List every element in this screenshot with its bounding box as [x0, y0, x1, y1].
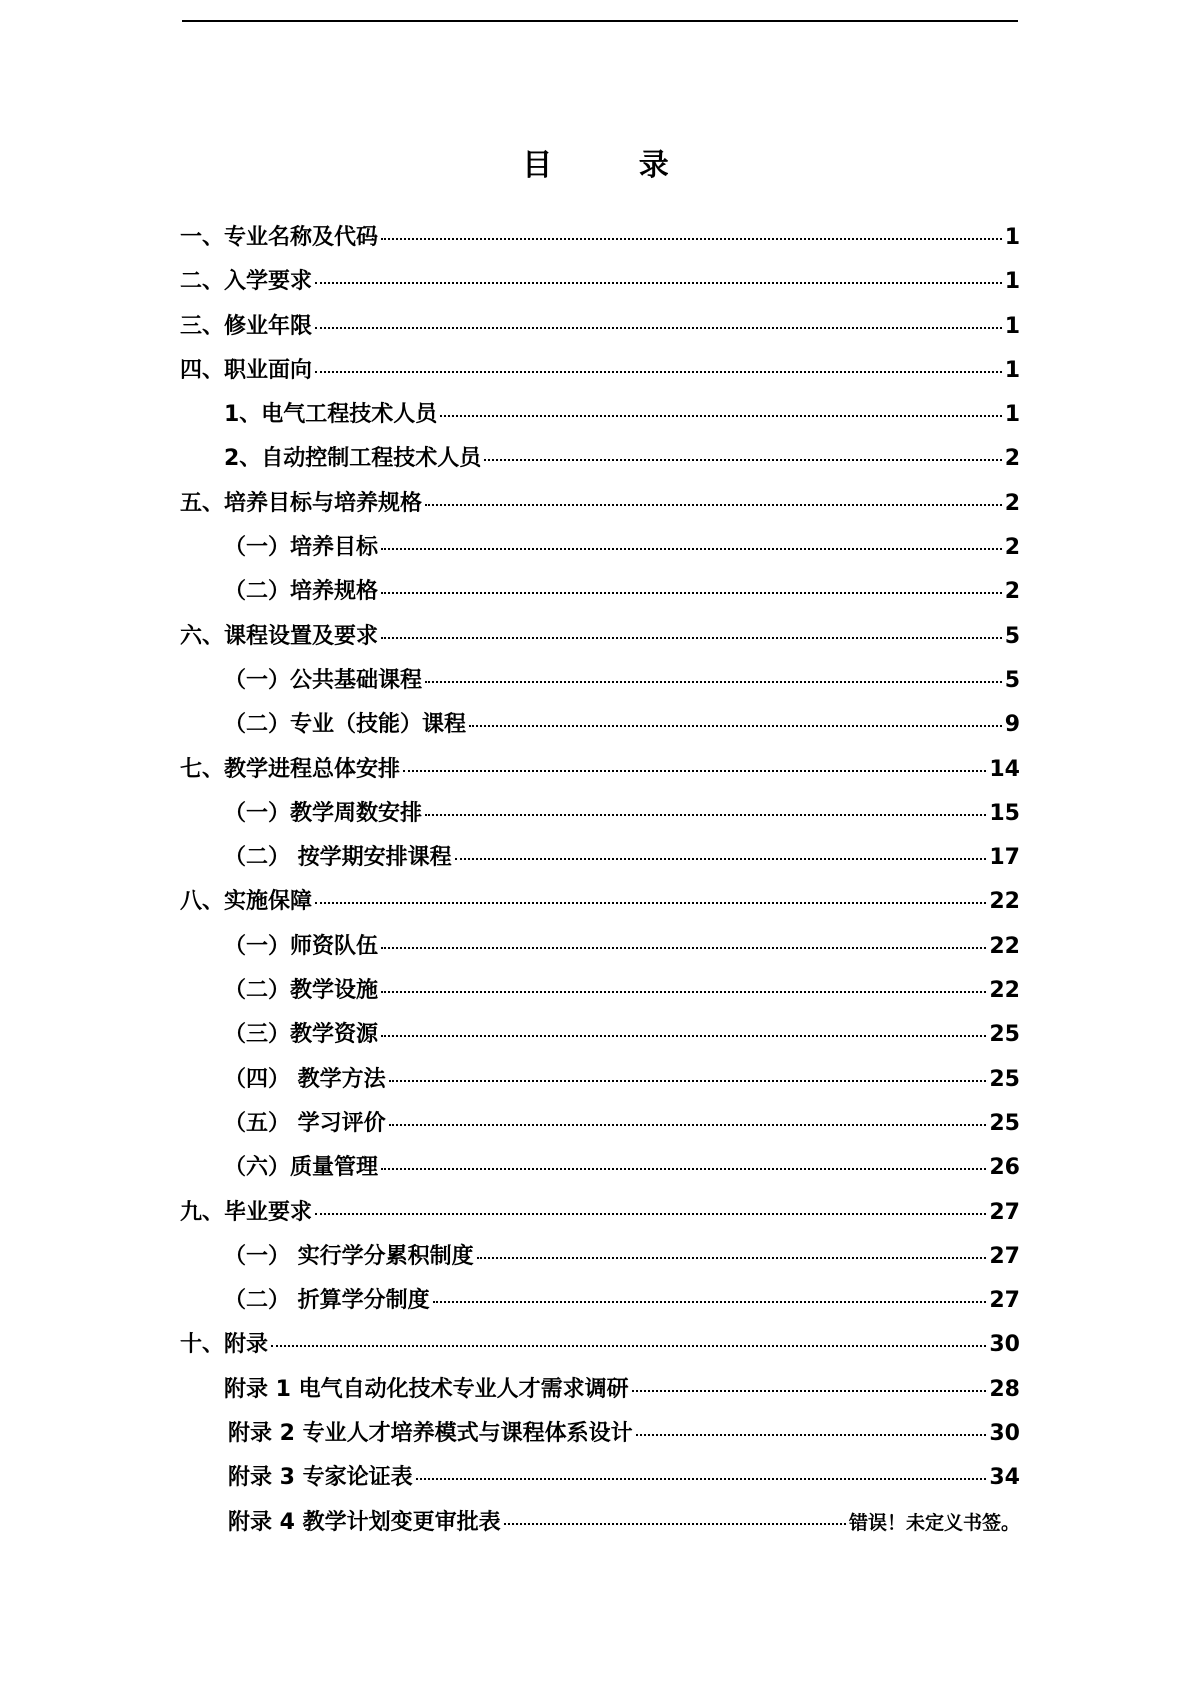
table-of-contents: [180, 216, 1020, 1545]
toc-entry-page: 1: [1004, 225, 1020, 250]
toc-entry[interactable]: [180, 836, 1020, 880]
dot-leader: [484, 458, 1001, 461]
dot-leader: [271, 1344, 986, 1347]
toc-entry-page: 22: [989, 889, 1020, 915]
toc-entry-page: 25: [989, 1110, 1020, 1136]
toc-entry-page: 错误！未定义书签。: [848, 1511, 1020, 1534]
dot-leader: [632, 1389, 987, 1392]
toc-entry-page: 22: [989, 933, 1020, 959]
toc-entry[interactable]: [180, 925, 1020, 969]
toc-entry-label: 2、自动控制工程技术人员: [224, 446, 482, 472]
dot-leader: [455, 857, 987, 860]
toc-entry-label: 三、修业年限: [180, 313, 313, 339]
dot-leader: [389, 1123, 987, 1126]
dot-leader: [440, 414, 1001, 417]
header-rule: [182, 20, 1018, 22]
dot-leader: [315, 281, 1002, 284]
toc-entry[interactable]: [180, 393, 1020, 437]
toc-entry-label: 附录 2 专业人才培养模式与课程体系设计: [228, 1421, 633, 1447]
toc-entry-page: 28: [989, 1376, 1020, 1402]
toc-entry[interactable]: [180, 792, 1020, 836]
dot-leader: [381, 237, 1002, 240]
dot-leader: [425, 503, 1002, 506]
toc-entry-label: （四） 教学方法: [224, 1066, 386, 1092]
toc-entry-page: 30: [989, 1332, 1020, 1358]
toc-entry-label: （二）教学设施: [224, 978, 379, 1004]
toc-entry-label: （二） 按学期安排课程: [224, 845, 452, 871]
toc-entry-page: 5: [1004, 667, 1020, 693]
toc-entry-page: 1: [1004, 313, 1020, 339]
toc-entry[interactable]: [180, 1058, 1020, 1102]
toc-entry-label: 九、毕业要求: [180, 1199, 313, 1225]
dot-leader: [381, 946, 986, 949]
toc-entry[interactable]: [180, 1102, 1020, 1146]
dot-leader: [315, 370, 1002, 373]
toc-entry[interactable]: [180, 437, 1020, 481]
dot-leader: [636, 1433, 987, 1436]
toc-entry-label: 五、培养目标与培养规格: [180, 490, 423, 516]
toc-entry[interactable]: [180, 216, 1020, 260]
toc-entry-label: （二）培养规格: [224, 579, 379, 605]
toc-entry[interactable]: [180, 260, 1020, 304]
toc-entry[interactable]: [180, 1191, 1020, 1235]
toc-entry[interactable]: [180, 1323, 1020, 1367]
toc-entry-label: （一）教学周数安排: [224, 800, 423, 826]
toc-entry[interactable]: [180, 570, 1020, 614]
toc-entry-page: 25: [989, 1022, 1020, 1048]
toc-entry-label: 七、教学进程总体安排: [180, 756, 401, 782]
toc-entry-label: 附录 1 电气自动化技术专业人才需求调研: [224, 1376, 629, 1402]
toc-entry-label: （一）师资队伍: [224, 933, 379, 959]
toc-entry-page: 2: [1004, 446, 1020, 472]
toc-entry[interactable]: [180, 659, 1020, 703]
toc-entry-page: 26: [989, 1155, 1020, 1181]
toc-entry[interactable]: [180, 1235, 1020, 1279]
toc-entry-page: 9: [1004, 712, 1020, 738]
toc-entry-page: 1: [1004, 357, 1020, 383]
toc-entry-page: 17: [989, 845, 1020, 871]
toc-entry[interactable]: [180, 615, 1020, 659]
toc-entry-label: 六、课程设置及要求: [180, 623, 379, 649]
toc-entry[interactable]: [180, 1013, 1020, 1057]
dot-leader: [477, 1256, 987, 1259]
toc-entry[interactable]: [180, 349, 1020, 393]
toc-entry[interactable]: [180, 880, 1020, 924]
toc-entry-label: （三）教学资源: [224, 1022, 379, 1048]
toc-entry-page: 34: [989, 1465, 1020, 1491]
toc-entry[interactable]: [180, 1412, 1020, 1456]
toc-entry-label: 附录 3 专家论证表: [228, 1465, 413, 1491]
toc-entry[interactable]: [180, 1501, 1020, 1545]
toc-entry-page: 27: [989, 1199, 1020, 1225]
toc-entry[interactable]: [180, 1456, 1020, 1500]
dot-leader: [381, 1034, 986, 1037]
toc-entry-page: 2: [1004, 579, 1020, 605]
dot-leader: [425, 680, 1002, 683]
toc-entry-page: 1: [1004, 402, 1020, 428]
toc-entry-label: （一）公共基础课程: [224, 667, 423, 693]
toc-entry-page: 5: [1004, 623, 1020, 649]
toc-entry-label: 附录 4 教学计划变更审批表: [228, 1509, 501, 1535]
dot-leader: [381, 1167, 986, 1170]
dot-leader: [381, 591, 1002, 594]
toc-entry-label: 四、职业面向: [180, 357, 313, 383]
toc-entry-page: 14: [989, 756, 1020, 782]
toc-entry-label: （一）培养目标: [224, 535, 379, 561]
toc-entry[interactable]: [180, 1279, 1020, 1323]
dot-leader: [425, 813, 986, 816]
toc-entry[interactable]: [180, 969, 1020, 1013]
toc-entry[interactable]: [180, 1368, 1020, 1412]
toc-entry-label: 1、电气工程技术人员: [224, 402, 438, 428]
toc-entry-page: 2: [1004, 490, 1020, 516]
toc-entry-page: 25: [989, 1066, 1020, 1092]
dot-leader: [403, 769, 986, 772]
toc-entry[interactable]: [180, 748, 1020, 792]
dot-leader: [416, 1477, 987, 1480]
toc-entry[interactable]: [180, 526, 1020, 570]
toc-entry-label: （五） 学习评价: [224, 1110, 386, 1136]
toc-entry-page: 2: [1004, 535, 1020, 561]
dot-leader: [433, 1300, 987, 1303]
dot-leader: [389, 1079, 987, 1082]
dot-leader: [381, 990, 986, 993]
toc-entry-label: 八、实施保障: [180, 889, 313, 915]
toc-entry-page: 27: [989, 1288, 1020, 1314]
toc-entry[interactable]: [180, 482, 1020, 526]
toc-entry-page: 22: [989, 978, 1020, 1004]
page-title: 目 录: [522, 148, 707, 183]
dot-leader: [504, 1522, 846, 1525]
dot-leader: [381, 636, 1002, 639]
dot-leader: [381, 547, 1002, 550]
toc-entry-label: 一、专业名称及代码: [180, 225, 379, 250]
toc-entry-label: （六）质量管理: [224, 1155, 379, 1181]
toc-entry-label: （一） 实行学分累积制度: [224, 1243, 474, 1269]
toc-entry[interactable]: [180, 305, 1020, 349]
toc-entry[interactable]: [180, 703, 1020, 747]
dot-leader: [469, 724, 1002, 727]
toc-entry[interactable]: [180, 1146, 1020, 1190]
toc-entry-label: （二）专业（技能）课程: [224, 712, 467, 738]
dot-leader: [315, 1212, 986, 1215]
toc-entry-label: 十、附录: [180, 1332, 269, 1358]
toc-entry-page: 15: [989, 800, 1020, 826]
toc-entry-page: 27: [989, 1243, 1020, 1269]
dot-leader: [315, 901, 986, 904]
toc-entry-page: 1: [1004, 269, 1020, 295]
toc-entry-page: 30: [989, 1421, 1020, 1447]
toc-entry-label: （二） 折算学分制度: [224, 1288, 430, 1314]
toc-entry-label: 二、入学要求: [180, 269, 313, 295]
dot-leader: [315, 326, 1002, 329]
